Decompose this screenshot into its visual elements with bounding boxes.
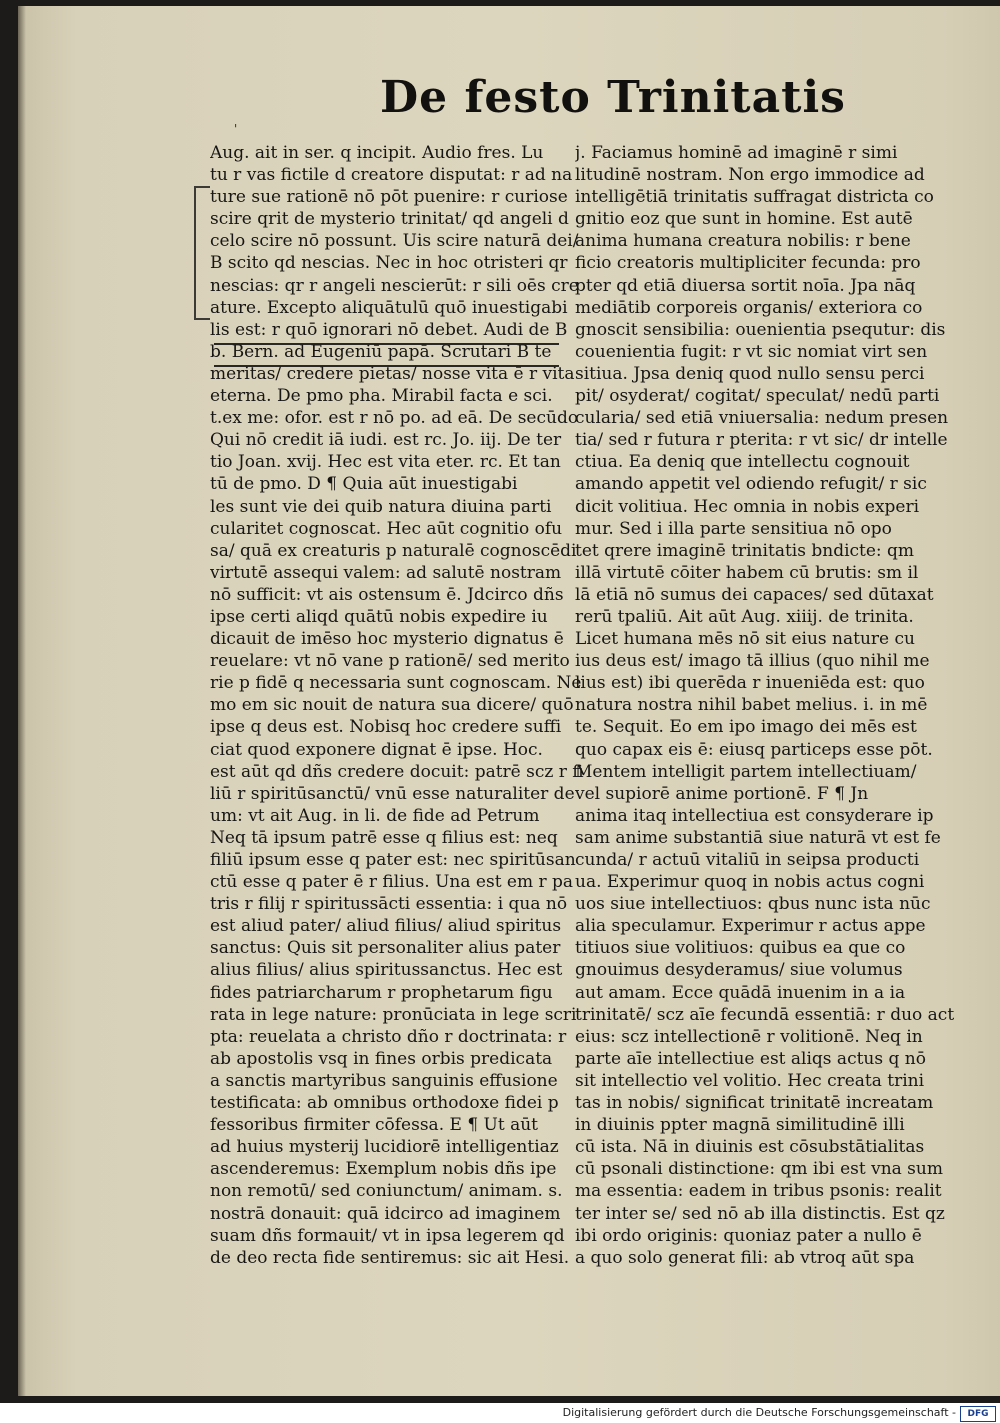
text-line: meritas/ credere pietas/ nosse vita ē r vita (210, 363, 575, 384)
text-line: anima itaq intellectiua est consyderare ip (575, 805, 934, 826)
text-line: ab apostolis vsq in fines orbis predicata (210, 1048, 553, 1069)
text-line: est aliud pater/ aliud filius/ aliud spiritus (210, 916, 562, 937)
text-line: lā etiā nō sumus dei capaces/ sed dūtaxat (575, 584, 934, 605)
text-line: aut amam. Ecce quādā inuenim in a ia (575, 982, 906, 1003)
text-line: pit/ osyderat/ cogitat/ speculat/ nedū parti (575, 386, 940, 407)
text-line: rie p fidē q necessaria sunt cognoscam. Ne (210, 673, 582, 694)
text-line: virtutē assequi valem: ad salutē nostram (210, 562, 562, 583)
text-line: ad huius mysterij lucidiorē intelligentiaz (210, 1137, 559, 1158)
text-line: tio Joan. xvij. Hec est vita eter. rc. Et tan (210, 452, 561, 473)
text-line: nō sufficit: vt ais ostensum ē. Jdcirco dñs (210, 584, 564, 605)
text-line: celo scire nō possunt. Uis scire naturā dei/ (210, 231, 579, 252)
text-line: tia/ sed r futura r pterita: r vt sic/ dr intelle (575, 430, 948, 451)
text-line: cularia/ sed etiā vniuersalia: nedum presen (575, 408, 949, 429)
text-line: sa/ quā ex creaturis p naturalē cognoscēdi (210, 540, 577, 561)
text-line: sit intellectio vel volitio. Hec creata trini (575, 1070, 925, 1091)
text-line: nescias: qr r angeli nescierūt: r sili oēs cre (210, 275, 579, 296)
text-line: ciat quod exponere dignat ē ipse. Hoc. (210, 739, 543, 760)
funding-credit: Digitalisierung gefördert durch die Deutsche Forschungsgemeinschaft - (562, 1406, 956, 1419)
text-line: mur. Sed i illa parte sensitiua nō opo (575, 518, 892, 539)
text-line: ua. Experimur quoq in nobis actus cogni (575, 872, 925, 893)
text-line: alius filius/ alius spiritussanctus. Hec est (210, 960, 563, 981)
text-line: gnitio eoz que sunt in homine. Est autē (575, 209, 913, 230)
text-line: pter qd etiā diuersa sortit noīa. Jpa nāq (575, 275, 916, 296)
text-line: mo em sic nouit de natura sua dicere/ quō (210, 695, 574, 716)
text-line: a quo solo generat fili: ab vtroq aūt spa (575, 1247, 915, 1268)
text-line: ascenderemus: Exemplum nobis dñs ipe (210, 1159, 557, 1180)
text-line: cunda/ r actuū vitaliū in seipsa producti (575, 850, 920, 870)
text-line: ibi ordo originis: quoniaz pater a nullo ē (575, 1225, 922, 1246)
text-line: ma essentia: eadem in tribus psonis: realit (575, 1181, 942, 1202)
text-line: de deo recta fide sentiremus: sic ait Hesi. (210, 1247, 570, 1268)
margin-bracket (194, 186, 210, 320)
text-line: ature. Excepto aliquātulū quō inuestigabi (210, 297, 568, 318)
text-line: quo capax eis ē: eiusq particeps esse pōt. (575, 739, 933, 760)
text-line: litudinē nostram. Non ergo immodice ad (575, 165, 925, 186)
text-line: les sunt vie dei quib natura diuina parti (210, 496, 552, 517)
text-line: fessoribus firmiter cōfessa. E ¶ Ut aūt (210, 1115, 539, 1136)
text-line: tū de pmo. D ¶ Quia aūt inuestigabi (210, 474, 518, 495)
text-line: suam dñs formauit/ vt in ipsa legerem qd (210, 1225, 565, 1246)
text-line: dicit volitiua. Hec omnia in nobis experi (575, 496, 920, 517)
text-line: in diuinis ppter magnā similitudinē illi (575, 1115, 905, 1136)
text-line: ius deus est/ imago tā illius (quo nihil me (575, 651, 930, 672)
text-line: ipse q deus est. Nobisq hoc credere suffi (210, 717, 562, 738)
text-line: Neq tā ipsum patrē esse q filius est: neq (210, 827, 558, 848)
text-line: uos siue intellectiuos: qbus nunc ista nūc (575, 894, 931, 915)
margin-mark: ' (234, 122, 238, 136)
text-line: mediātib corporeis organis/ exteriora co (575, 297, 923, 318)
text-line: um: vt ait Aug. in li. de fide ad Petrum (210, 805, 540, 826)
text-line: Mentem intelligit partem intellectiuam/ (575, 761, 917, 782)
text-line: rerū tpaliū. Ait aūt Aug. xiiij. de trinita. (575, 606, 914, 627)
text-line: ficio creatoris multipliciter fecunda: pro (575, 253, 921, 274)
text-line: cū psonali distinctione: qm ibi est vna sum (575, 1159, 943, 1180)
text-line: tris r filij r spiritussācti essentia: i qua nō (210, 894, 568, 915)
text-line: cularitet cognoscat. Hec aūt cognitio ofu (210, 518, 563, 539)
right-text-column (575, 142, 957, 1269)
text-line: ture sue rationē nō pōt puenire: r curiose (210, 187, 568, 208)
dfg-logo: DFG (960, 1406, 996, 1422)
running-head: De festo Trinitatis (380, 72, 846, 123)
text-line: scire qrit de mysterio trinitat/ qd angeli d (210, 209, 569, 230)
text-line: est aūt qd dñs credere docuit: patrē scz r fi (210, 761, 584, 782)
text-line: filiū ipsum esse q pater est: nec spiritūsan (210, 850, 576, 870)
text-line: natura nostra nihil babet melius. i. in mē (575, 695, 928, 716)
text-line: parte aīe intellectiue est aliqs actus q nō (575, 1048, 926, 1069)
text-line: trinitatē/ scz aīe fecundā essentiā: r duo act (575, 1004, 955, 1025)
text-line: sanctus: Quis sit personaliter alius pater (210, 938, 561, 959)
text-line: cū ista. Nā in diuinis est cōsubstātialitas (575, 1137, 925, 1158)
text-line: j. Faciamus hominē ad imaginē r simi (575, 143, 898, 163)
text-line: dicauit de imēso hoc mysterio dignatus ē (210, 629, 564, 650)
text-line: lius est) ibi querēda r inueniēda est: quo (575, 673, 925, 694)
text-line: eius: scz intellectionē r volitionē. Neq in (575, 1026, 923, 1047)
left-text-column (210, 142, 586, 1269)
text-line: nostrā donauit: quā idcirco ad imaginem (210, 1203, 561, 1224)
text-line: gnouimus desyderamus/ siue volumus (575, 960, 903, 981)
text-line: Licet humana mēs nō sit eius nature cu (575, 629, 915, 650)
text-line: alia speculamur. Experimur r actus appe (575, 916, 926, 937)
text-line: tet qrere imaginē trinitatis bndicte: qm (575, 540, 915, 561)
text-line: gnoscit sensibilia: ouenientia psequtur: dis (575, 319, 946, 340)
text-line: couenientia fugit: r vt sic nomiat virt sen (575, 341, 928, 362)
text-line: ipse certi aliqd quātū nobis expedire iu (210, 606, 548, 627)
text-line: te. Sequit. Eo em ipo imago dei mēs est (575, 717, 917, 738)
text-line: Qui nō credit iā iudi. est rc. Jo. iij. De ter (210, 430, 562, 451)
text-line: rata in lege nature: pronūciata in lege scri (210, 1004, 577, 1025)
text-line: ter inter se/ sed nō ab illa distinctis. Est qz (575, 1203, 945, 1224)
digitization-footer (0, 1403, 1000, 1423)
text-line: liū r spiritūsanctū/ vnū esse naturaliter de (210, 783, 575, 804)
text-line: pta: reuelata a christo dño r doctrinata: r (210, 1026, 567, 1047)
text-line: vel supiorē anime portionē. F ¶ Jn (575, 783, 869, 804)
text-line: titiuos siue volitiuos: quibus ea que co (575, 938, 906, 959)
text-line: tas in nobis/ significat trinitatē increatam (575, 1093, 934, 1114)
text-line: intelligētiā trinitatis suffragat districta co (575, 187, 934, 208)
text-line: t.ex me: ofor. est r nō po. ad eā. De secūdo (210, 408, 579, 429)
text-line: amando appetit vel odiendo refugit/ r sic (575, 474, 927, 495)
text-line: lis est: r quō ignorari nō debet. Audi de B (210, 319, 568, 340)
text-line: Aug. ait in ser. q incipit. Audio fres. Lu (210, 143, 544, 163)
text-line: a sanctis martyribus sanguinis effusione (210, 1070, 558, 1091)
text-line: b. Bern. ad Eugeniū papā. Scrutari B te (210, 341, 552, 362)
text-line: ctū esse q pater ē r filius. Una est em r pa (210, 872, 574, 893)
text-line: eterna. De pmo pha. Mirabil facta e sci. (210, 386, 553, 407)
text-line: B scito qd nescias. Nec in hoc otristeri qr (210, 253, 568, 274)
text-line: ctiua. Ea deniq que intellectu cognouit (575, 452, 910, 473)
text-line: reuelare: vt nō vane p rationē/ sed merito (210, 651, 570, 672)
text-line: non remotū/ sed coniunctum/ animam. s. (210, 1181, 563, 1202)
text-line: sitiua. Jpsa deniq quod nullo sensu perci (575, 363, 925, 384)
text-line: anima humana creatura nobilis: r bene (575, 231, 911, 252)
text-line: testificata: ab omnibus orthodoxe fidei p (210, 1093, 559, 1114)
text-line: fides patriarcharum r prophetarum figu (210, 982, 553, 1003)
text-line: tu r vas fictile d creatore disputat: r ad na (210, 165, 573, 186)
text-line: sam anime substantiā siue naturā vt est fe (575, 827, 941, 848)
page-gutter-shadow (18, 6, 26, 1396)
text-line: illā virtutē cōiter habem cū brutis: sm il (575, 562, 919, 583)
